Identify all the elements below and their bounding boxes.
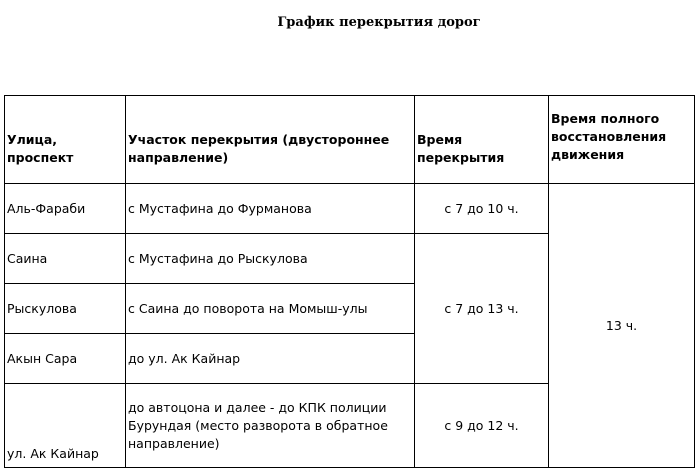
street-cell: Акын Сара (5, 334, 126, 384)
header-recovery-time: Время полного восстановления движения (549, 96, 695, 184)
recovery-time-cell: 13 ч. (549, 184, 695, 468)
header-section: Участок перекрытия (двустороннее направление) (126, 96, 415, 184)
table-header-row (5, 96, 695, 184)
closure-time-cell: с 9 до 12 ч. (415, 384, 549, 468)
document-title: График перекрытия дорог (277, 15, 481, 30)
section-cell: до ул. Ак Кайнар (126, 334, 415, 384)
street-cell: ул. Ак Кайнар (5, 384, 126, 468)
table-row (5, 184, 695, 234)
road-closure-table (4, 95, 695, 468)
street-cell: Саина (5, 234, 126, 284)
street-cell: Рыскулова (5, 284, 126, 334)
section-cell: до автоцона и далее - до КПК полиции Бурундая (место разворота в обратное направление) (126, 384, 415, 468)
section-cell: с Саина до поворота на Момыш-улы (126, 284, 415, 334)
closure-time-merged-cell: с 7 до 13 ч. (415, 234, 549, 384)
section-cell: с Мустафина до Фурманова (126, 184, 415, 234)
closure-time-cell: с 7 до 10 ч. (415, 184, 549, 234)
street-cell: Аль-Фараби (5, 184, 126, 234)
header-closure-time: Время перекрытия (415, 96, 549, 184)
section-cell: с Мустафина до Рыскулова (126, 234, 415, 284)
header-street: Улица, проспект (5, 96, 126, 184)
